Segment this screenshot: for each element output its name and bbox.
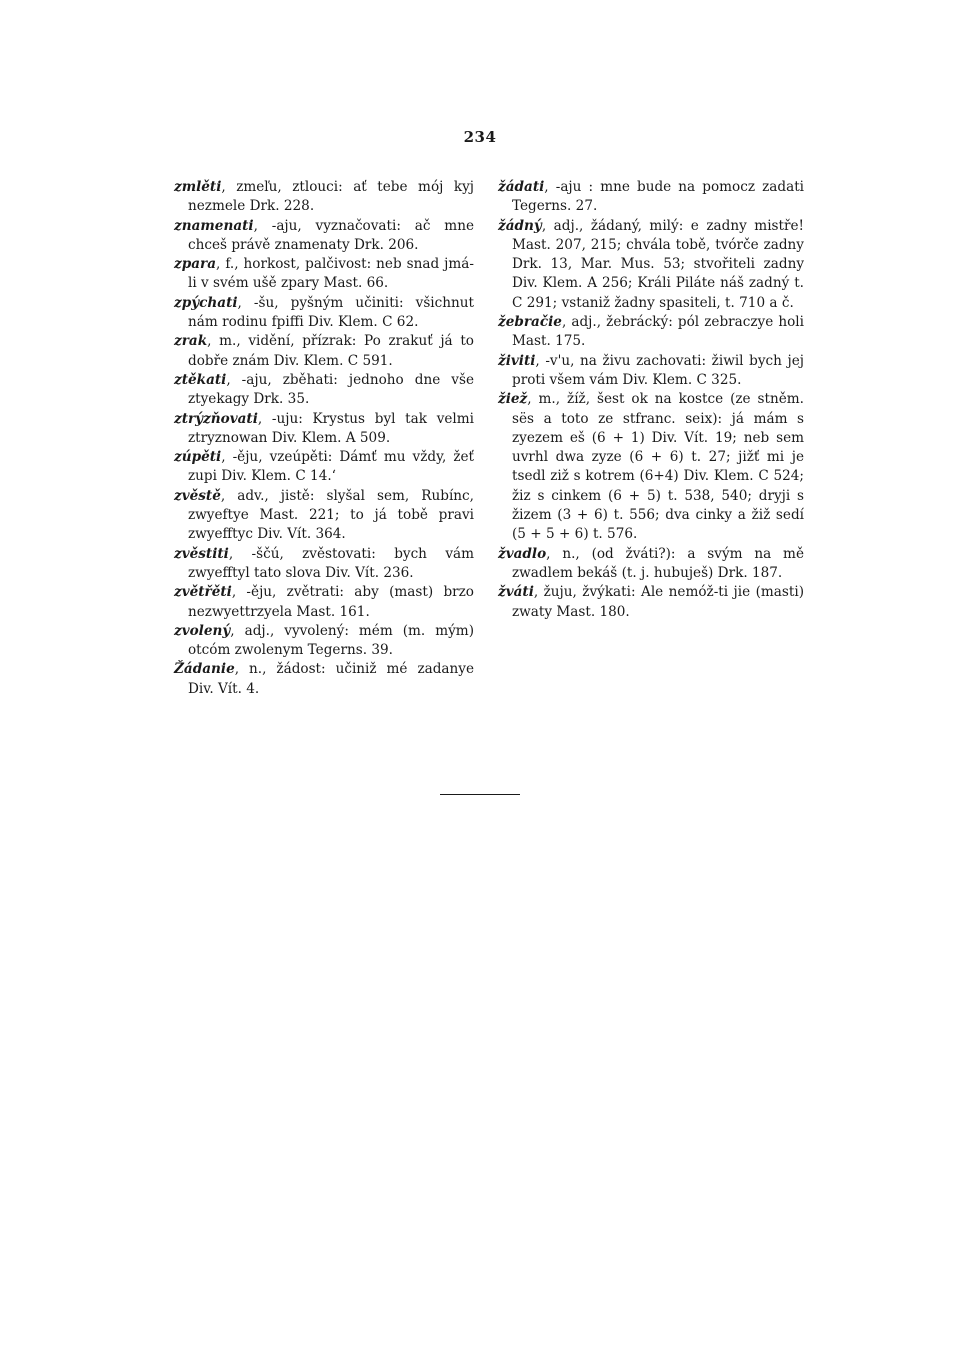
dictionary-entry: [174, 622, 474, 661]
entry-headword: zvěstě: [174, 487, 221, 504]
entry-definition: , f., horkost, palčivost: neb snad jmá-li v svém ušě zpary Mast. 66.: [188, 256, 474, 292]
dictionary-entry: [174, 178, 474, 217]
entry-headword: zvěstiti: [174, 545, 229, 562]
entry-headword: živiti: [498, 352, 536, 369]
entry-headword: Žádanie: [174, 661, 235, 678]
entry-definition: , -ěju, zvětrati: aby (mast) brzo nezwyettrzyela Mast. 161.: [188, 584, 474, 620]
entry-definition: , zmeľu, ztlouci: ať tebe mój kyj nezmele Drk. 228.: [188, 179, 474, 215]
right-column: [498, 178, 804, 622]
entry-headword: žebračie: [498, 314, 562, 331]
entry-headword: zvětřěti: [174, 584, 232, 601]
entry-headword: znamenati: [174, 217, 254, 234]
entry-headword: žiež: [498, 391, 528, 408]
dictionary-entry: [174, 448, 474, 487]
entry-definition: , -aju, vyznačovati: ač mne chceš právě znamenaty Drk. 206.: [188, 217, 474, 253]
entry-headword: zpara: [174, 256, 217, 273]
left-column: [174, 178, 474, 699]
page-number: 234: [463, 128, 497, 146]
dictionary-entry: [174, 487, 474, 545]
dictionary-entry: [174, 294, 474, 333]
entry-definition: , m., žíž, šest ok na kostce (ze stněm. sës a toto ze stfranc. seix): já mám s zyezem eš (6 + 1) Div. Vít. 19; neb sem uvrhl dwa zyze (6 + 6) t. 27; jižť mi je tsedl ziž s kotrem (6+4) Div. Klem. C 524; žiz s cinkem (6 + 5) t. 538, 540; dryji s žizem (3 + 6) t. 556; dva cinky a žiž sedí (5 + 5 + 6) t. 576.: [512, 391, 804, 543]
dictionary-entry: [498, 390, 804, 544]
dictionary-entry: [174, 545, 474, 584]
entry-definition: , -aju : mne bude na pomocz zadati Tegerns. 27.: [512, 179, 804, 215]
entry-definition: , adv., jistě: slyšal sem, Rubínc, zwyeftye Mast. 221; to já tobě pravi zwyefftyc Div. Vít. 364.: [188, 487, 474, 543]
entry-definition: , -aju, zběhati: jednoho dne vše ztyekagy Drk. 35.: [188, 371, 474, 408]
entry-headword: žádný: [498, 217, 542, 234]
dictionary-entry: [174, 583, 474, 622]
dictionary-entry: [498, 178, 804, 217]
entry-definition: , -šu, pyšným učiniti: všichnut nám rodinu fpiffi Div. Klem. C 62.: [188, 294, 474, 331]
dictionary-entry: [174, 255, 474, 294]
entry-definition: , m., vidění, přízrak: Po zrakuť já to dobře znám Div. Klem. C 591.: [188, 333, 474, 369]
dictionary-entry: [174, 332, 474, 371]
dictionary-entry: [498, 352, 804, 391]
entry-headword: zpýchati: [174, 294, 238, 311]
entry-definition: , -uju: Krystus byl tak velmi ztryznowan Div. Klem. A 509.: [188, 410, 474, 446]
entry-definition: , -v'u, na živu zachovati: žiwil bych jej proti všem vám Div. Klem. C 325.: [512, 352, 804, 388]
dictionary-entry: [498, 217, 804, 313]
entry-definition: , -ščú, zvěstovati: bych vám zwyefftyl tato slova Div. Vít. 236.: [188, 545, 474, 581]
dictionary-entry: [498, 583, 804, 622]
dictionary-entry: [498, 313, 804, 352]
entry-headword: žádati: [498, 179, 545, 195]
entry-headword: zrak: [174, 333, 208, 350]
entry-headword: ztěkati: [174, 371, 227, 388]
entry-headword: zvolený: [174, 622, 231, 639]
entry-definition: , adj., žádaný, milý: e zadny mistře! Mast. 207, 215; chvála tobě, tvórče zadny Drk. 13, Mar. Mus. 53; stvořiteli zadny Div. Klem. A 256; Králi Piláte náš zadný t. C 291; vstaniž žadny spasiteli, t. 710 a č.: [512, 217, 804, 311]
entry-headword: zúpěti: [174, 449, 222, 466]
entry-definition: , n., žádost: učiniž mé zadanye Div. Vít. 4.: [188, 661, 474, 697]
dictionary-entry: [498, 545, 804, 584]
entry-definition: , n., (od žváti?): a svým na mě zwadlem bekáš (t. j. hubuješ) Drk. 187.: [512, 545, 804, 581]
entry-headword: žváti: [498, 584, 534, 601]
entry-definition: , -ěju, vzeúpěti: Dámť mu vždy, žeť zupi Div. Klem. C 14.‘: [188, 449, 474, 485]
entry-definition: , žuju, žvýkati: Ale nemóž-ti jie (masti) zwaty Mast. 180.: [512, 584, 804, 620]
entry-headword: ztrýzňovati: [174, 410, 258, 427]
dictionary-entry: [174, 371, 474, 410]
end-rule: [440, 794, 520, 795]
entry-headword: žvadlo: [498, 545, 547, 562]
entry-definition: , adj., vyvolený: mém (m. mým) otcóm zwolenym Tegerns. 39.: [188, 622, 474, 659]
dictionary-entry: [174, 410, 474, 449]
dictionary-entry: [174, 660, 474, 699]
entry-definition: , adj., žebrácký: pól zebraczye holi Mast. 175.: [512, 314, 804, 350]
entry-headword: zmlěti: [174, 179, 222, 195]
dictionary-entry: [174, 217, 474, 256]
